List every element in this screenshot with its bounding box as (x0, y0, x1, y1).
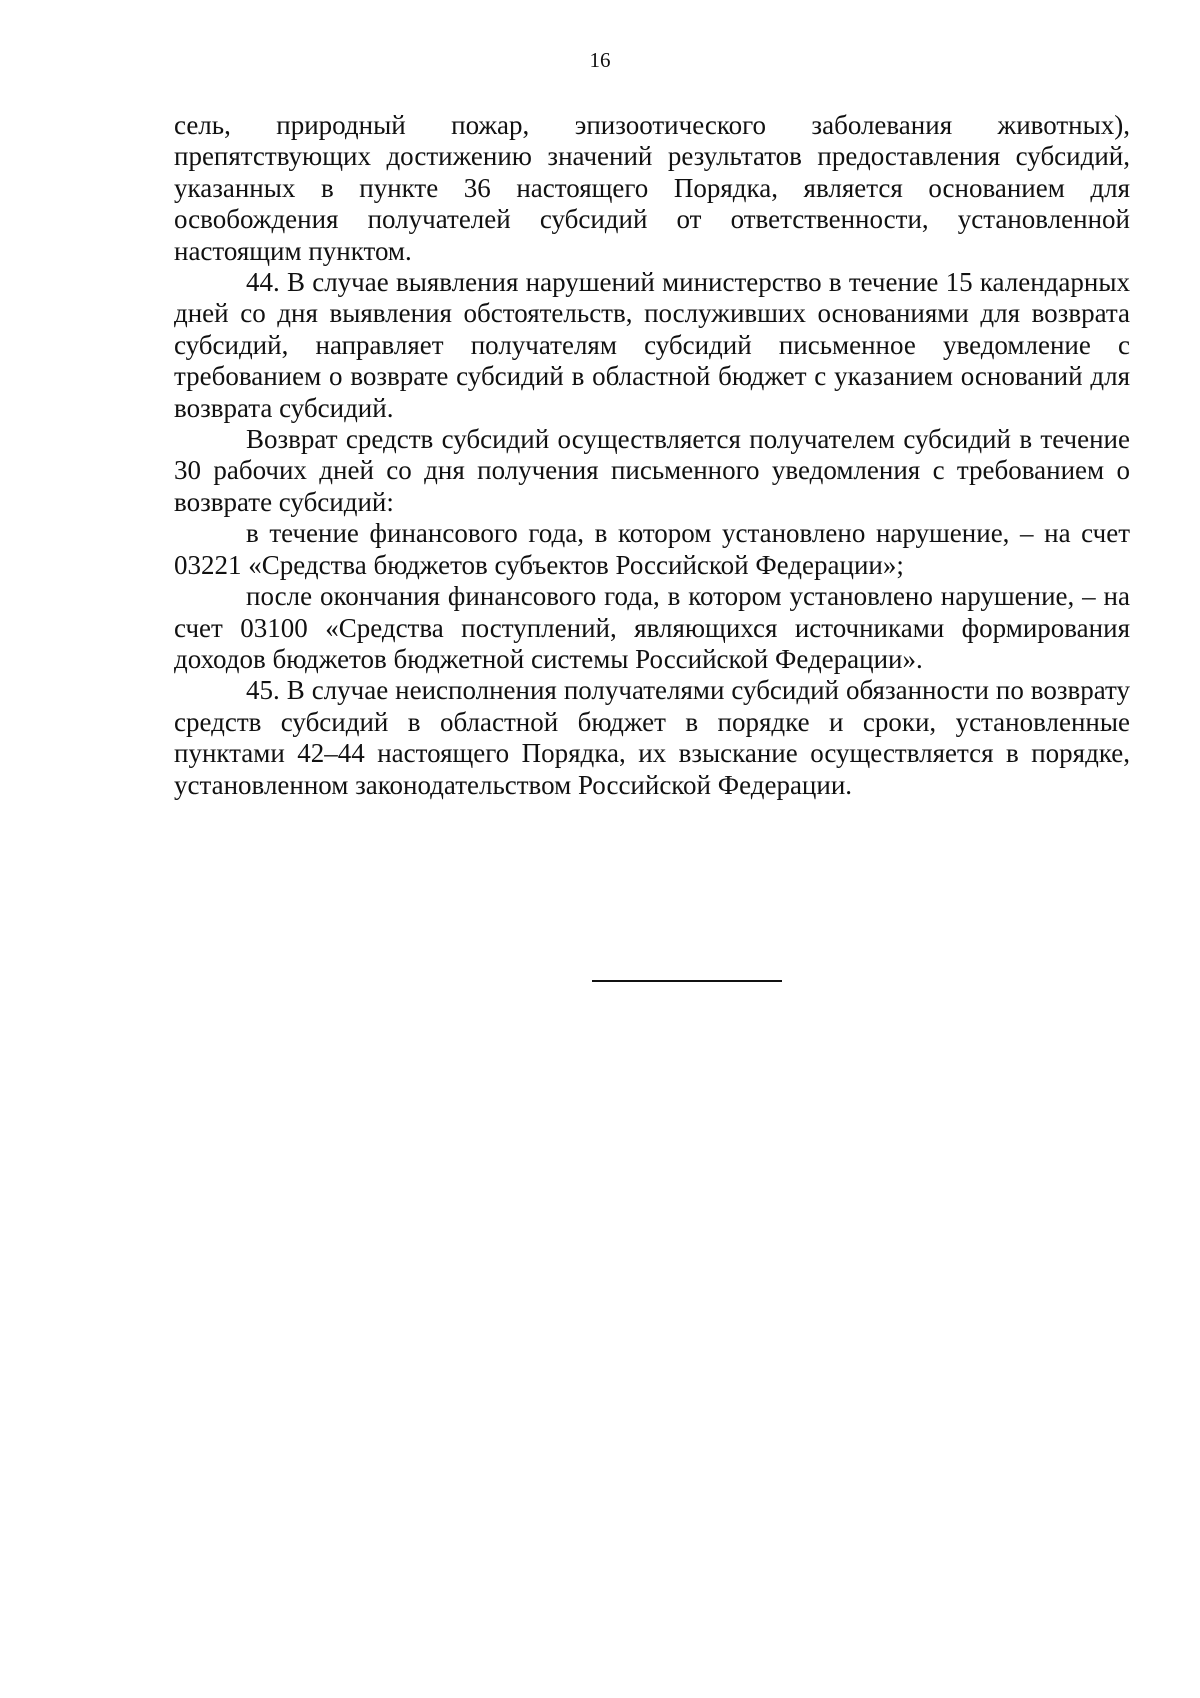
document-body (174, 110, 1130, 801)
paragraph-after-year-account: после окончания финансового года, в котором установлено нарушение, – на счет 03100 «Средства поступлений, являющихся источниками формирования доходов бюджетов бюджетной системы Российской Федерации». (174, 581, 1130, 674)
end-separator-line (592, 980, 782, 982)
paragraph-item-45: 45. В случае неисполнения получателями субсидий обязанности по возврату средств субсидий в областной бюджет в порядке и сроки, установленные пунктами 42–44 настоящего Порядка, их взыскание осуществляется в порядке, установленном законодательством Российской Федерации. (174, 675, 1130, 800)
paragraph-continuation: сель, природный пожар, эпизоотического заболевания животных), препятствующих достижению значений результатов предоставления субсидий, указанных в пункте 36 настоящего Порядка, является основанием для освобождения получателей субсидий от ответственности, установленной настоящим пунктом. (174, 110, 1130, 266)
paragraph-current-year-account: в течение финансового года, в котором установлено нарушение, – на счет 03221 «Средства бюджетов субъектов Российской Федерации»; (174, 518, 1130, 580)
paragraph-return-terms: Возврат средств субсидий осуществляется получателем субсидий в течение 30 рабочих дней со дня получения письменного уведомления с требованием о возврате субсидий: (174, 424, 1130, 517)
paragraph-item-44: 44. В случае выявления нарушений министерство в течение 15 календарных дней со дня выявления обстоятельств, послуживших основаниями для возврата субсидий, направляет получателям субсидий письменное уведомление с требованием о возврате субсидий в областной бюджет с указанием оснований для возврата субсидий. (174, 267, 1130, 423)
page-number: 16 (589, 48, 611, 72)
